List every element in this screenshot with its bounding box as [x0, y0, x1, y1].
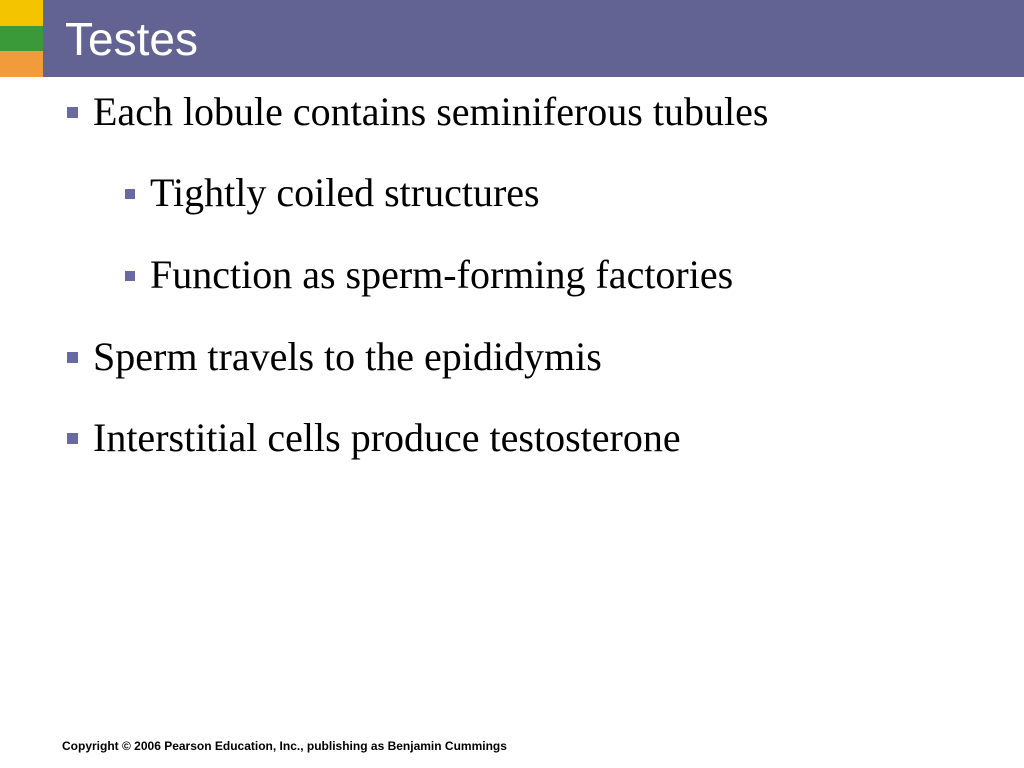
bullet-text: Tightly coiled structures	[150, 170, 540, 215]
square-bullet-icon	[67, 352, 78, 363]
bullet-text: Function as sperm-forming factories	[150, 252, 734, 297]
square-bullet-icon	[125, 189, 135, 199]
copyright-footer: Copyright © 2006 Pearson Education, Inc., publishing as Benjamin Cummings	[62, 739, 507, 753]
slide-title: Testes	[65, 13, 198, 65]
square-bullet-icon	[67, 107, 78, 118]
bullet-text: Interstitial cells produce testosterone	[93, 415, 681, 460]
square-bullet-icon	[67, 433, 78, 444]
bullet-text: Each lobule contains seminiferous tubules	[93, 89, 769, 134]
bullet-text: Sperm travels to the epididymis	[93, 334, 602, 379]
square-bullet-icon	[125, 271, 135, 281]
